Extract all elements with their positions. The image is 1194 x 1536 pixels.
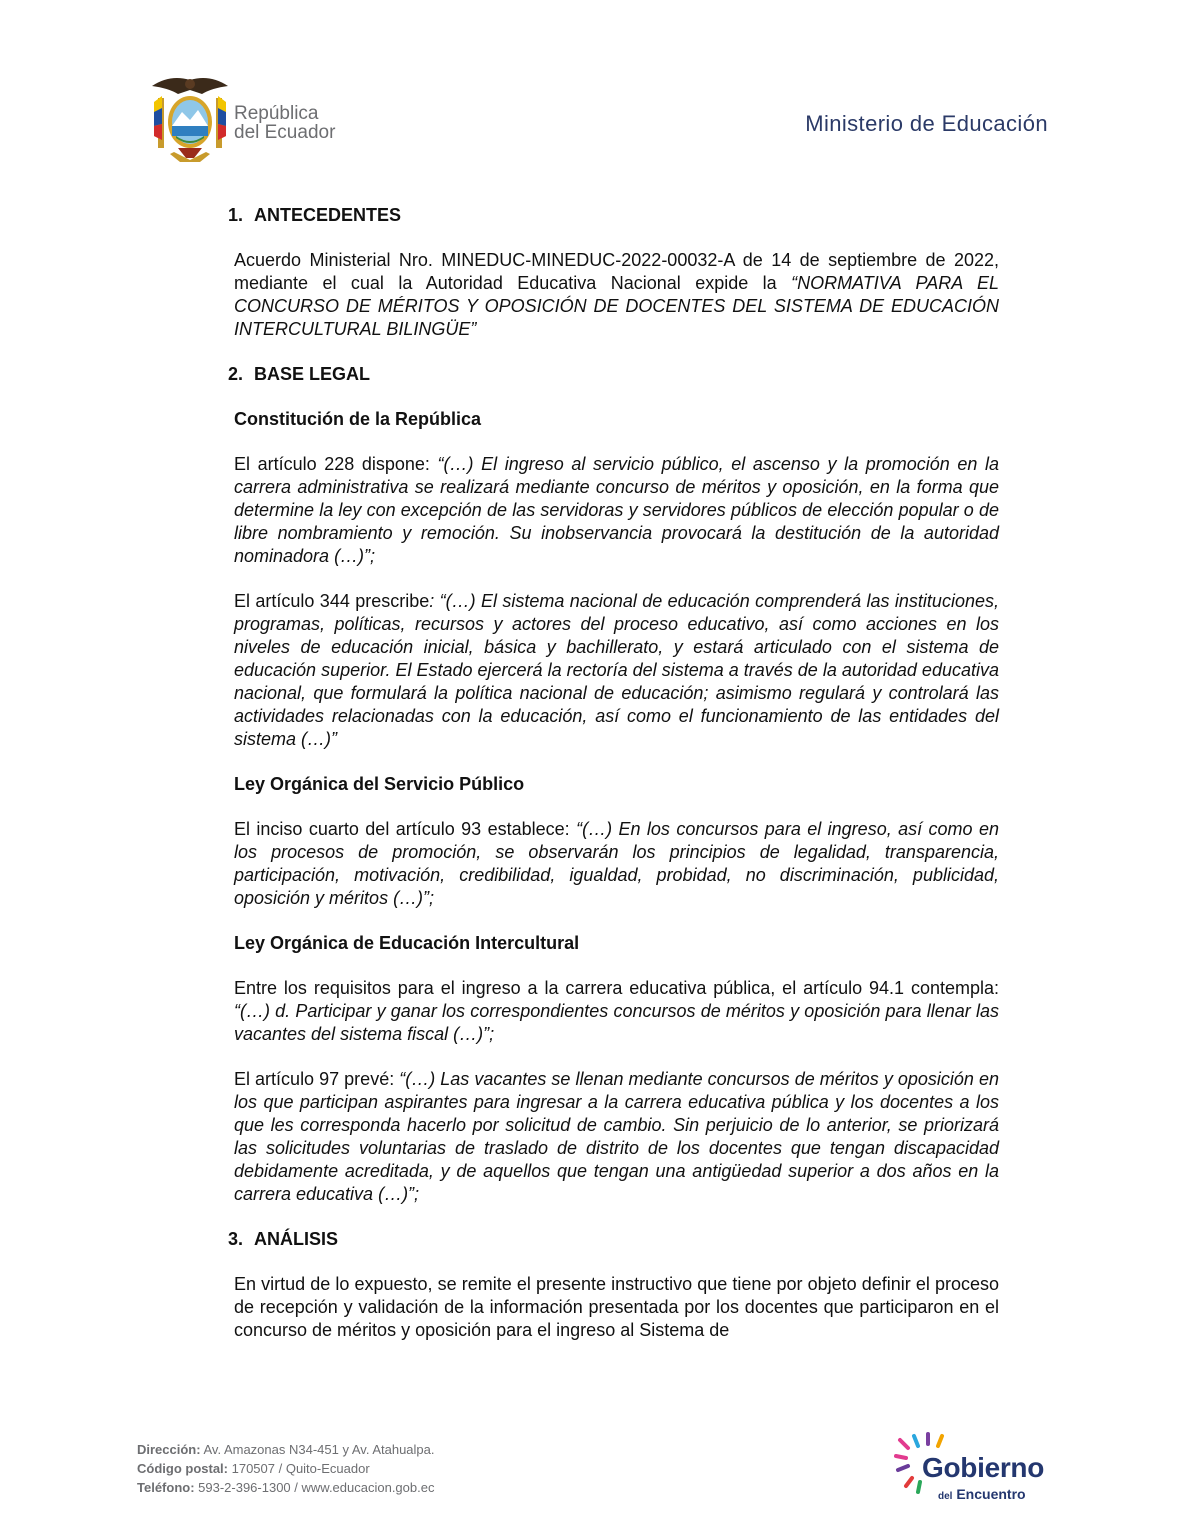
ecuador-coat-of-arms-icon [150,68,230,164]
ministry-name: Ministerio de Educación [805,111,1048,136]
subheading-loei: Ley Orgánica de Educación Intercultural [234,933,580,953]
paragraph-art-228: El artículo 228 dispone: “(…) El ingreso al servicio público, el ascenso y la promoción en la carrera administrativa se realizará mediante concurso de méritos y oposición, en la forma que determine la ley con excepción de las servidoras y servidores públicos de elección popular o de libre nombramiento y remoción. Su inobservancia provocará la destitución de la autoridad nominadora (…)”; [234,454,999,566]
paragraph-art-94-1: Entre los requisitos para el ingreso a la carrera educativa pública, el artículo 94.1 contempla: “(…) d. Participar y ganar los correspondientes concursos de méritos y oposición para llenar las vacantes del sistema fiscal (…)”; [234,978,999,1044]
gobierno-logo [892,1430,1062,1510]
section-heading-antecedentes: 1. ANTECEDENTES [228,205,402,225]
letterhead [0,0,1194,180]
gobierno-subtitle: del Encuentro [938,1486,1026,1502]
footer-address: Dirección: Av. Amazonas N34-451 y Av. Atahualpa. [137,1442,435,1457]
gobierno-title: Gobierno [922,1452,1045,1483]
subheading-constitucion: Constitución de la República [234,409,482,429]
subheading-losep: Ley Orgánica del Servicio Público [234,774,525,794]
footer-postal-code: Código postal: 170507 / Quito-Ecuador [137,1461,370,1476]
footer-contact [137,1440,435,1497]
footer-phone: Teléfono: 593-2-396-1300 / www.educacion.gob.ec [137,1480,435,1495]
paragraph-art-344: El artículo 344 prescribe: “(…) El sistema nacional de educación comprenderá las instituciones, programas, políticas, recursos y actores del proceso educativo, así como acciones en los niveles de educación inicial, básica y bachillerato, y estará articulado con el sistema de educación superior. El Estado ejercerá la rectoría del sistema a través de la autoridad educativa nacional, que formulará la política nacional de educación; asimismo regulará y controlará las actividades relacionadas con la educación, así como el funcionamiento de las entidades del sistema (…)” [234,591,999,749]
section-heading-analisis: 3. ANÁLISIS [228,1229,339,1249]
section-heading-base-legal: 2. BASE LEGAL [228,364,371,384]
paragraph-art-97: El artículo 97 prevé: “(…) Las vacantes se llenan mediante concursos de méritos y oposición en los que participan aspirantes para ingresar a la carrera educativa pública y los docentes a los que les corresponda hacerlo por solicitud de cambio. Sin perjuicio de lo anterior, se priorizará las solicitudes voluntarias de traslado de distrito de los docentes que tengan discapacidad debidamente acreditada, y de aquellos que tengan una antigüedad superior a dos años en la carrera educativa (…)”; [234,1069,999,1204]
republic-name: República del Ecuador [234,103,336,143]
paragraph-analisis: En virtud de lo expuesto, se remite el presente instructivo que tiene por objeto definir el proceso de recepción y validación de la información presentada por los docentes que participaron en el concurso de méritos y oposición para el ingreso al Sistema de [234,1274,999,1340]
document-body [228,204,999,1342]
paragraph-acuerdo: Acuerdo Ministerial Nro. MINEDUC-MINEDUC-2022-00032-A de 14 de septiembre de 2022, mediante el cual la Autoridad Educativa Nacional expide la “NORMATIVA PARA EL CONCURSO DE MÉRITOS Y OPOSICIÓN DE DOCENTES DEL SISTEMA DE EDUCACIÓN INTERCULTURAL BILINGÜE” [234,250,999,339]
paragraph-art-93: El inciso cuarto del artículo 93 establece: “(…) En los concursos para el ingreso, así como en los procesos de promoción, se observarán los principios de legalidad, transparencia, participación, motivación, credibilidad, igualdad, probidad, no discriminación, publicidad, oposición y méritos (…)”; [234,819,999,908]
